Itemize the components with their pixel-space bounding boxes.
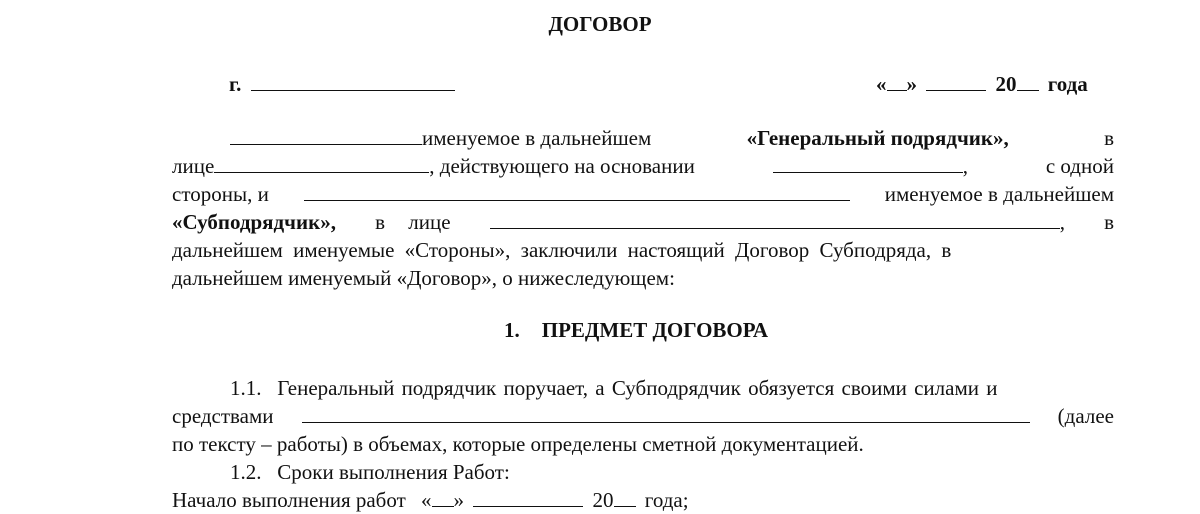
start-day-blank[interactable] — [432, 486, 454, 507]
preamble-text: в — [1104, 126, 1114, 150]
clause-1-1-line-1 — [172, 374, 1114, 402]
subcontractor-label: «Субподрядчик», — [172, 210, 336, 234]
year-prefix: 20 — [592, 488, 614, 512]
preamble-text: именуемое в дальнейшем — [422, 126, 652, 150]
city-field — [229, 70, 455, 98]
year-suffix: года — [1047, 72, 1088, 96]
preamble-line-2 — [172, 152, 1114, 180]
date-quote-open: « — [421, 488, 432, 512]
preamble-line-6: дальнейшем именуемый «Договор», о нижеследующем: — [172, 266, 675, 290]
subcontractor-representative-blank[interactable] — [490, 208, 1060, 229]
year-prefix: 20 — [995, 72, 1017, 96]
basis-blank[interactable] — [773, 152, 963, 173]
date-quote-close: » — [453, 488, 465, 512]
clause-text: Сроки выполнения Работ: — [277, 460, 510, 484]
preamble-text: с одной — [1045, 154, 1114, 178]
works-description-blank[interactable] — [302, 402, 1030, 423]
preamble-text: в — [1104, 210, 1114, 234]
date-quote-open: « — [876, 72, 887, 96]
clause-1-1-line-2 — [172, 402, 1114, 430]
general-contractor-label: «Генеральный подрядчик», — [746, 126, 1009, 150]
start-year-blank[interactable] — [614, 486, 636, 507]
preamble-line-3 — [172, 180, 1114, 208]
start-month-blank[interactable] — [473, 486, 583, 507]
subcontractor-name-blank[interactable] — [304, 180, 850, 201]
preamble-text: в лице — [375, 210, 451, 234]
section-number: 1. — [504, 318, 520, 342]
preamble-line-5 — [172, 236, 1114, 264]
preamble-text: стороны, и — [172, 182, 269, 206]
clause-text: Генеральный подрядчик поручает, а Субподрядчик обязуется своими силами и — [277, 376, 998, 400]
day-blank[interactable] — [887, 70, 907, 91]
clause-text: средствами — [172, 404, 274, 428]
preamble-text: лице — [172, 154, 215, 178]
general-contractor-name-blank[interactable] — [230, 124, 422, 145]
clause-text: (далее — [1057, 404, 1114, 428]
section-heading — [504, 318, 768, 343]
preamble-line-1 — [172, 124, 1114, 152]
clause-1-2-line-2 — [172, 486, 689, 514]
clause-number: 1.2. — [230, 460, 262, 484]
document-title: ДОГОВОР — [548, 12, 652, 36]
preamble-text: именуемое в дальнейшем — [884, 182, 1114, 206]
date-quote-close: » — [906, 72, 917, 96]
city-blank[interactable] — [251, 70, 455, 91]
clause-text: года; — [644, 488, 689, 512]
preamble-text: дальнейшем именуемые «Стороны», заключили настоящий Договор Субподряда, в — [172, 238, 952, 262]
month-blank[interactable] — [926, 70, 986, 91]
city-label: г. — [229, 72, 242, 96]
preamble-text: , — [1059, 210, 1065, 234]
clause-1-1-line-3: по тексту – работы) в объемах, которые определены сметной документацией. — [172, 432, 864, 456]
date-field — [876, 70, 1088, 98]
clause-text: Начало выполнения работ — [172, 488, 406, 512]
representative-blank[interactable] — [214, 152, 429, 173]
preamble-text: , действующего на основании — [429, 154, 695, 178]
preamble-line-4 — [172, 208, 1114, 236]
clause-1-2-line-1 — [230, 458, 510, 486]
clause-number: 1.1. — [230, 376, 262, 400]
section-title: ПРЕДМЕТ ДОГОВОРА — [541, 318, 769, 342]
preamble-text: , — [962, 154, 968, 178]
year-blank[interactable] — [1017, 70, 1039, 91]
